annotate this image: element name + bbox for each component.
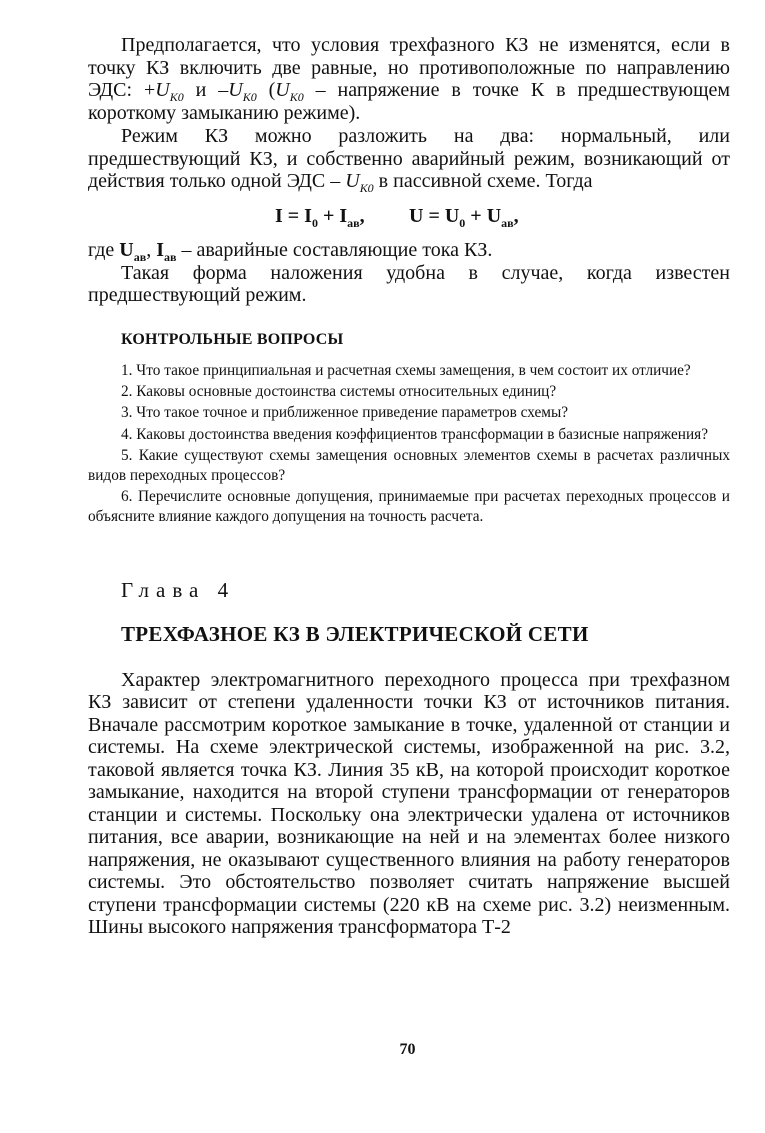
subscript: ав: [164, 249, 177, 264]
subscript: К0: [169, 90, 184, 105]
text-run: в пассивной схеме. Тогда: [373, 170, 593, 193]
formula-part: ,: [513, 204, 519, 227]
formula-part: + I: [317, 204, 348, 227]
questions-list: [88, 361, 730, 528]
text-run: Предполагается, что условия трехфазного КЗ не изменятся, если в точку КЗ включить две равные, но противоположные по направлению ЭДС: +: [88, 34, 730, 102]
subscript: ав: [347, 215, 360, 230]
formula-part: U = U: [409, 204, 460, 227]
voltage-symbol: U: [345, 170, 360, 193]
question-item: 1. Что такое принципиальная и расчетная схемы замещения, в чем состоит их отличие?: [121, 362, 691, 380]
symbol: U: [119, 238, 134, 261]
formula-part: ,: [359, 204, 365, 227]
text-run: ,: [146, 238, 157, 261]
questions-heading: КОНТРОЛЬНЫЕ ВОПРОСЫ: [121, 331, 344, 349]
subscript: К0: [289, 90, 304, 105]
paragraph-assumption: [88, 34, 730, 125]
chapter-title: ТРЕХФАЗНОЕ КЗ В ЭЛЕКТРИЧЕСКОЙ СЕТИ: [121, 621, 589, 646]
formula-part: I = I: [275, 204, 312, 227]
voltage-symbol: U: [275, 79, 290, 102]
question-item: 2. Каковы основные достоинства системы относительных единиц?: [121, 383, 557, 401]
chapter-label: Глава 4: [121, 577, 236, 602]
question-item: 5. Какие существуют схемы замещения основных элементов схемы в расчетах различных видов переходных процессов?: [88, 446, 730, 485]
text-run: и –: [183, 79, 229, 102]
voltage-symbol: U: [155, 79, 170, 102]
superposition-formula: [88, 201, 730, 231]
text-run: где: [88, 238, 120, 261]
voltage-formula: [409, 201, 519, 231]
voltage-symbol: U: [228, 79, 243, 102]
text-run: – напряжение в точке К в предшествующем короткому замыканию режиме).: [88, 79, 730, 125]
subscript: 0: [459, 215, 466, 230]
page-number: 70: [399, 1041, 416, 1058]
subscript: ав: [501, 215, 514, 230]
text-run: (: [256, 79, 276, 102]
text-run: Режим КЗ можно разложить на два: нормальный, или предшествующий КЗ, и собственно аварийный режим, возникающий от действия только одной ЭДС –: [88, 124, 730, 193]
question-item: 6. Перечислите основные допущения, принимаемые при расчетах переходных процессов и объясните влияние каждого допущения на точность расчета.: [88, 488, 730, 526]
paragraph-mode-decomposition: [88, 124, 730, 196]
formula-part: + U: [465, 204, 502, 227]
subscript: 0: [311, 215, 318, 230]
question-item: 4. Каковы достоинства введения коэффициентов трансформации в базисные напряжения?: [121, 425, 709, 443]
page-body: [88, 34, 730, 939]
symbol: I: [156, 238, 164, 261]
question-item: 3. Что такое точное и приближенное приведение параметров схемы?: [121, 404, 569, 422]
subscript: ав: [133, 249, 147, 264]
chapter-paragraph: Характер электромагнитного переходного процесса при трехфазном КЗ зависит от степени удаленности точки КЗ от источников питания. Вначале рассмотрим короткое замыкание в точке, удаленной от станции и системы. На схеме электрической системы, изображенной на рис. 3.2, таковой является точка КЗ. Линия 35 кВ, на которой происходит короткое замыкание, находится на второй ступени трансформации от генераторов станции и системы. Поскольку она электрически удалена от источников питания, все аварии, возникающие на ней и на элементах более низкого напряжения, не оказывают существенного влияния на работу генераторов системы. Это обстоятельство позволяет считать напряжение высшей ступени трансформации системы (220 кВ на схеме рис. 3.2) неизменным. Шины высокого напряжения трансформатора Т-2: [88, 668, 730, 939]
paragraph-overlay-form: Такая форма наложения удобна в случае, когда известен предшествующий режим.: [88, 261, 730, 307]
subscript: К0: [359, 181, 374, 196]
current-formula: [275, 201, 365, 231]
text-run: – аварийные составляющие тока КЗ.: [176, 238, 493, 261]
subscript: К0: [242, 90, 257, 105]
paragraph-components: [88, 239, 730, 262]
